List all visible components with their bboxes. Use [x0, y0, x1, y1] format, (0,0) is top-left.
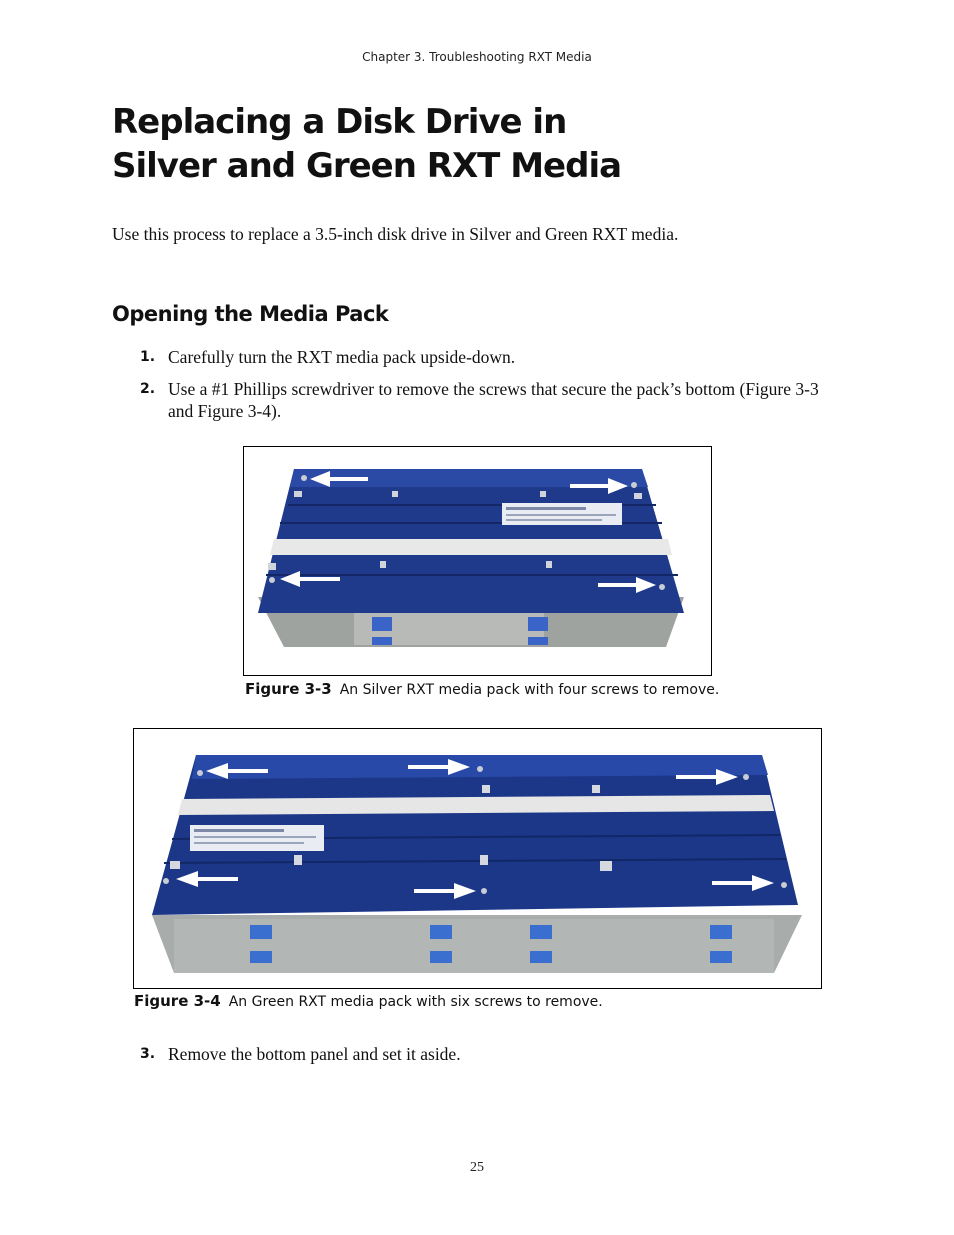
figure-label: Figure 3-4 — [134, 992, 221, 1010]
figure-3-4-image — [133, 728, 822, 989]
green-media-pack-illustration — [134, 729, 820, 987]
figure-caption-text: An Silver RXT media pack with four screws to remove. — [339, 682, 720, 698]
step-number: 1. — [140, 349, 156, 365]
section-heading: Opening the Media Pack — [112, 302, 389, 326]
page-title-line1: Replacing a Disk Drive in — [112, 102, 567, 142]
figure-3-3-image — [243, 446, 712, 676]
step-3 — [140, 1043, 840, 1065]
step-text: Remove the bottom panel and set it aside. — [168, 1044, 461, 1064]
step-1 — [140, 346, 840, 368]
figure-3-3-caption — [245, 680, 719, 698]
intro-paragraph: Use this process to replace a 3.5-inch disk drive in Silver and Green RXT media. — [112, 224, 679, 244]
figure-3-4-caption — [134, 992, 603, 1010]
step-text: Use a #1 Phillips screwdriver to remove the screws that secure the pack’s bottom (Figure 3-3 and Figure 3-4). — [168, 379, 819, 421]
step-number: 2. — [140, 381, 156, 397]
figure-label: Figure 3-3 — [245, 680, 332, 698]
step-number: 3. — [140, 1046, 156, 1062]
running-head: Chapter 3. Troubleshooting RXT Media — [362, 50, 592, 64]
step-text: Carefully turn the RXT media pack upside-down. — [168, 347, 516, 367]
page-title — [112, 100, 872, 188]
silver-media-pack-illustration — [244, 447, 710, 674]
step-2 — [140, 378, 840, 422]
page-number: 25 — [470, 1160, 484, 1175]
page-title-line2: Silver and Green RXT Media — [112, 146, 622, 186]
figure-caption-text: An Green RXT media pack with six screws to remove. — [228, 994, 603, 1010]
